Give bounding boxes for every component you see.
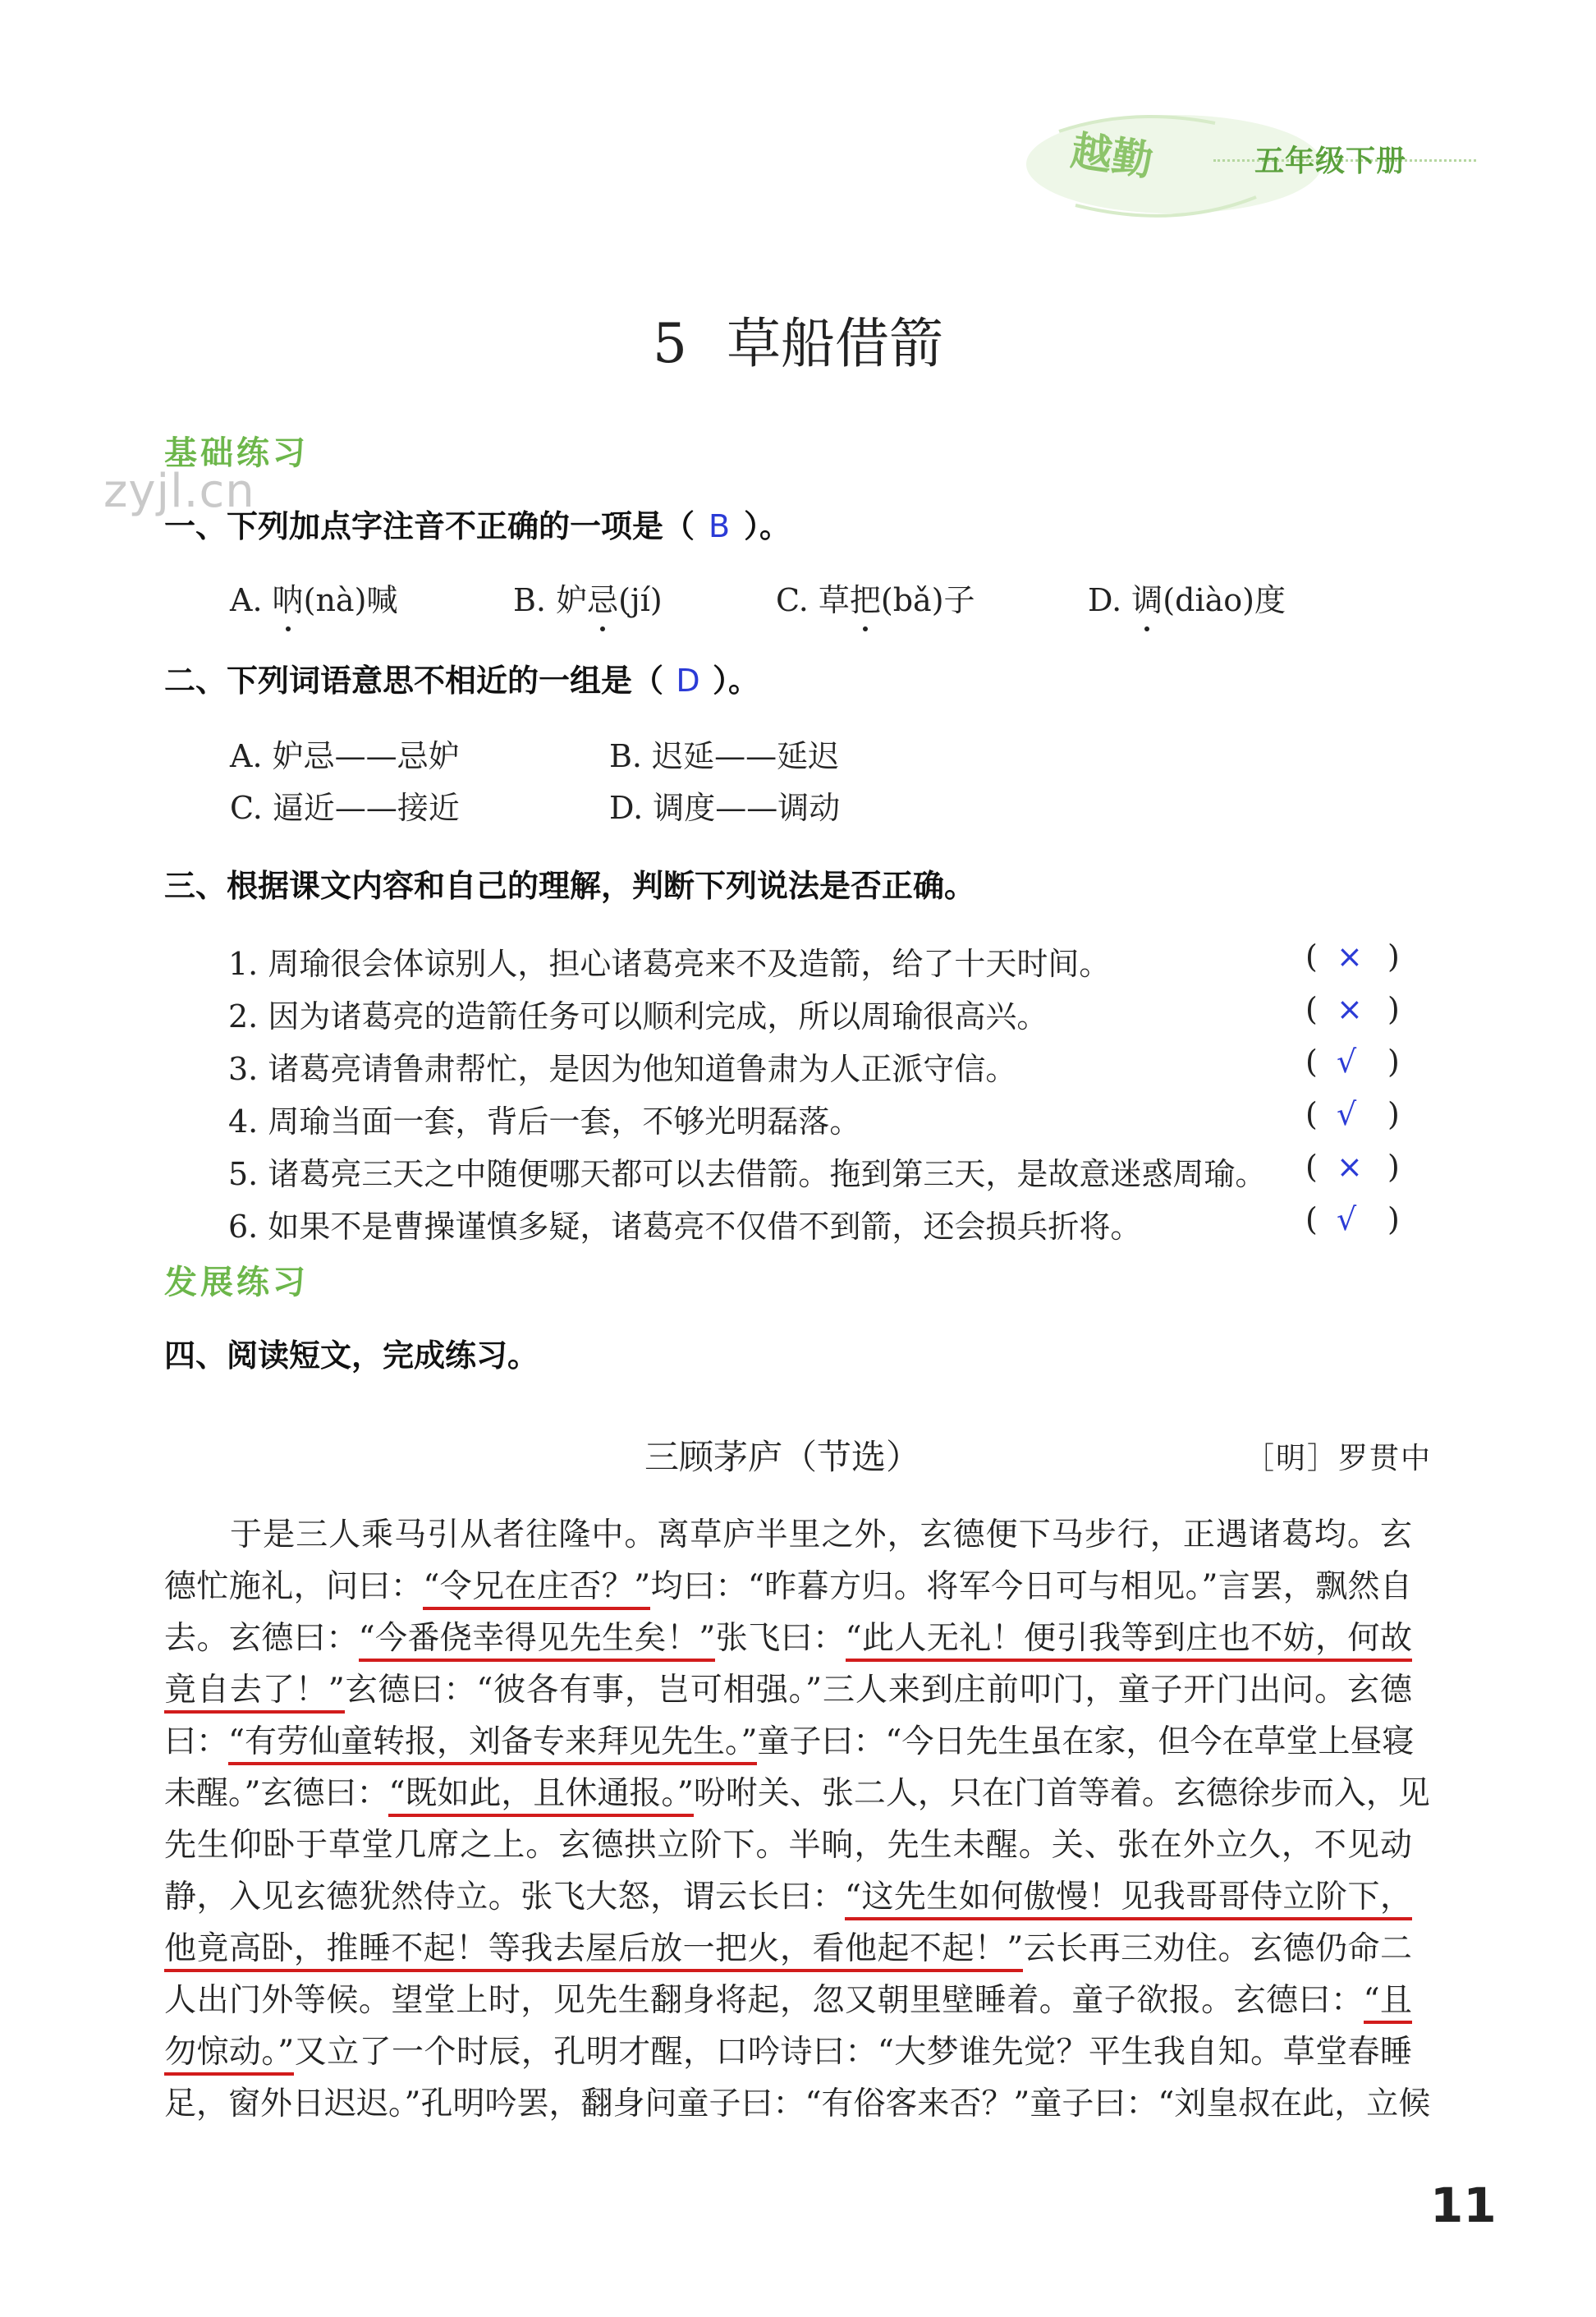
underlined-quote: 他竟高卧，推睡不起！等我去屋后放一把火，看他起不起！” bbox=[164, 1930, 1023, 1972]
passage-author: ［明］罗贯中 bbox=[1245, 1442, 1433, 1475]
underlined-quote: “令兄在庄否？” bbox=[423, 1568, 650, 1610]
underlined-quote: “有劳仙童转报，刘备专来拜见先生。” bbox=[228, 1723, 757, 1765]
underlined-quote: “此人无礼！便引我等到庄也不妨，何故 bbox=[846, 1620, 1412, 1662]
watermark: zyjl.cn bbox=[103, 465, 255, 518]
q2-option-b: B. 迟延——延迟 bbox=[609, 738, 840, 774]
judge-item-4: 4. 周瑜当面一套，背后一套，不够光明磊落。 bbox=[228, 1103, 861, 1140]
passage-text: 童子曰：“今日先生虽在家，但今在草堂上昼寝 bbox=[757, 1723, 1415, 1760]
section-basic: 基础练习 bbox=[164, 434, 309, 472]
passage-text: 云长再三劝住。玄德仍命二 bbox=[1023, 1930, 1412, 1967]
passage-line bbox=[164, 2026, 1412, 2078]
judge-item-6: 6. 如果不是曹操谨慎多疑，诸葛亮不仅借不到箭，还会损兵折将。 bbox=[228, 1209, 1142, 1245]
passage-line bbox=[164, 1509, 1412, 1561]
passage-line bbox=[164, 1871, 1412, 1923]
answer-mark: × bbox=[1337, 991, 1363, 1027]
passage-title: 三顾茅庐（节选） bbox=[644, 1437, 921, 1477]
passage-text: 人出门外等候。望堂上时，见先生翻身将起，忽又朝里壁睡着。童子欲报。玄德曰： bbox=[164, 1982, 1364, 2019]
answer-mark: √ bbox=[1337, 1044, 1357, 1080]
passage-line bbox=[164, 1664, 1412, 1716]
passage-text: 未醒。”玄德曰： bbox=[164, 1775, 389, 1812]
section-develop: 发展练习 bbox=[164, 1264, 309, 1301]
passage-text: 先生仰卧于草堂几席之上。玄德拱立阶下。半晌，先生未醒。关、张在外立久，不见动 bbox=[164, 1827, 1412, 1864]
q2-option-a: A. 妒忌——忌妒 bbox=[230, 738, 460, 774]
lesson-title bbox=[0, 300, 1596, 378]
underlined-quote: 勿惊动。” bbox=[164, 2034, 294, 2076]
dotted-char: 把 bbox=[850, 575, 881, 620]
underlined-quote: 竟自去了！” bbox=[164, 1672, 345, 1714]
passage-line bbox=[164, 1768, 1430, 1819]
question-3: 三、根据课文内容和自己的理解，判断下列说法是否正确。 bbox=[164, 868, 976, 904]
option-b: B. 妒忌(jí) bbox=[513, 575, 663, 620]
underlined-quote: “这先生如何傲慢！见我哥哥侍立阶下， bbox=[845, 1879, 1412, 1920]
series-logo: 越勤 bbox=[1067, 126, 1156, 186]
answer-mark: √ bbox=[1337, 1201, 1357, 1237]
q2-option-c: C. 逼近——接近 bbox=[230, 790, 460, 826]
option-a: A. 呐(nà)喊 bbox=[230, 575, 397, 620]
option-d: D. 调(diào)度 bbox=[1088, 575, 1286, 620]
passage-text: 吩咐关、张二人，只在门首等着。玄德徐步而入，见 bbox=[693, 1775, 1430, 1812]
passage-line bbox=[164, 1923, 1412, 1975]
passage-text: 玄德曰：“彼各有事，岂可相强。”三人来到庄前叩门，童子开门出问。玄德 bbox=[344, 1672, 1412, 1709]
passage-line bbox=[164, 1975, 1412, 2026]
question-1 bbox=[164, 501, 791, 546]
passage-text: 德忙施礼，问曰： bbox=[164, 1568, 424, 1605]
question-2-end: ）。 bbox=[713, 663, 760, 699]
answer-mark: × bbox=[1337, 938, 1363, 975]
question-1-stem: 一、下列加点字注音不正确的一项是（ bbox=[164, 508, 695, 544]
passage-text: 曰： bbox=[164, 1723, 229, 1760]
lesson-name: 草船借箭 bbox=[727, 312, 943, 375]
judge-item-5: 5. 诸葛亮三天之中随便哪天都可以去借箭。拖到第三天，是故意迷惑周瑜。 bbox=[228, 1156, 1267, 1192]
passage-text: 足，窗外日迟迟。”孔明吟罢，翻身问童子曰：“有俗客来否？”童子曰：“刘皇叔在此，立候 bbox=[164, 2085, 1431, 2122]
passage-line bbox=[164, 2078, 1431, 2130]
passage-line bbox=[164, 1613, 1412, 1664]
passage-text: 去。玄德曰： bbox=[164, 1620, 359, 1657]
page-number: 11 bbox=[1430, 2177, 1497, 2233]
judge-item-3: 3. 诸葛亮请鲁肃帮忙，是因为他知道鲁肃为人正派守信。 bbox=[228, 1051, 1017, 1087]
underlined-quote: “既如此，且休通报。” bbox=[388, 1775, 693, 1817]
q2-option-d: D. 调度——调动 bbox=[609, 790, 841, 826]
passage-line bbox=[164, 1561, 1412, 1613]
passage-text: 张飞曰： bbox=[715, 1620, 846, 1657]
passage-text: 静，入见玄德犹然侍立。张飞大怒，谓云长曰： bbox=[164, 1879, 845, 1916]
underlined-quote: “且 bbox=[1364, 1982, 1412, 2024]
question-2-stem: 二、下列词语意思不相近的一组是（ bbox=[164, 663, 664, 699]
passage-text: 于是三人乘马引从者往隆中。离草庐半里之外，玄德便下马步行，正遇诸葛均。玄 bbox=[164, 1516, 1412, 1553]
answer-mark: × bbox=[1337, 1149, 1363, 1185]
underlined-quote: “今番侥幸得见先生矣！” bbox=[359, 1620, 716, 1662]
answer-mark: √ bbox=[1337, 1096, 1357, 1132]
option-c: C. 草把(bǎ)子 bbox=[776, 575, 975, 620]
answer-1: B bbox=[708, 508, 731, 544]
question-4: 四、阅读短文，完成练习。 bbox=[164, 1337, 539, 1374]
judge-item-2: 2. 因为诸葛亮的造箭任务可以顺利完成，所以周瑜很高兴。 bbox=[228, 998, 1048, 1035]
question-2 bbox=[164, 655, 759, 700]
dotted-char: 忌 bbox=[587, 575, 618, 620]
grade-label: 五年级下册 bbox=[1254, 145, 1407, 178]
dotted-char: 呐 bbox=[273, 575, 304, 620]
answer-2: D bbox=[676, 663, 700, 699]
dotted-char: 调 bbox=[1131, 575, 1163, 620]
lesson-number: 5 bbox=[653, 312, 687, 375]
question-1-end: ）。 bbox=[744, 508, 791, 544]
passage-body bbox=[164, 1509, 1431, 2130]
passage-text: 均曰：“昨暮方归。将军今日可与相见。”言罢，飘然自 bbox=[650, 1568, 1412, 1605]
passage-line bbox=[164, 1716, 1415, 1768]
passage-line bbox=[164, 1819, 1412, 1871]
judge-item-1: 1. 周瑜很会体谅别人，担心诸葛亮来不及造箭，给了十天时间。 bbox=[228, 946, 1111, 982]
passage-text: 又立了一个时辰，孔明才醒，口吟诗曰：“大梦谁先觉？平生我自知。草堂春睡 bbox=[294, 2034, 1412, 2071]
